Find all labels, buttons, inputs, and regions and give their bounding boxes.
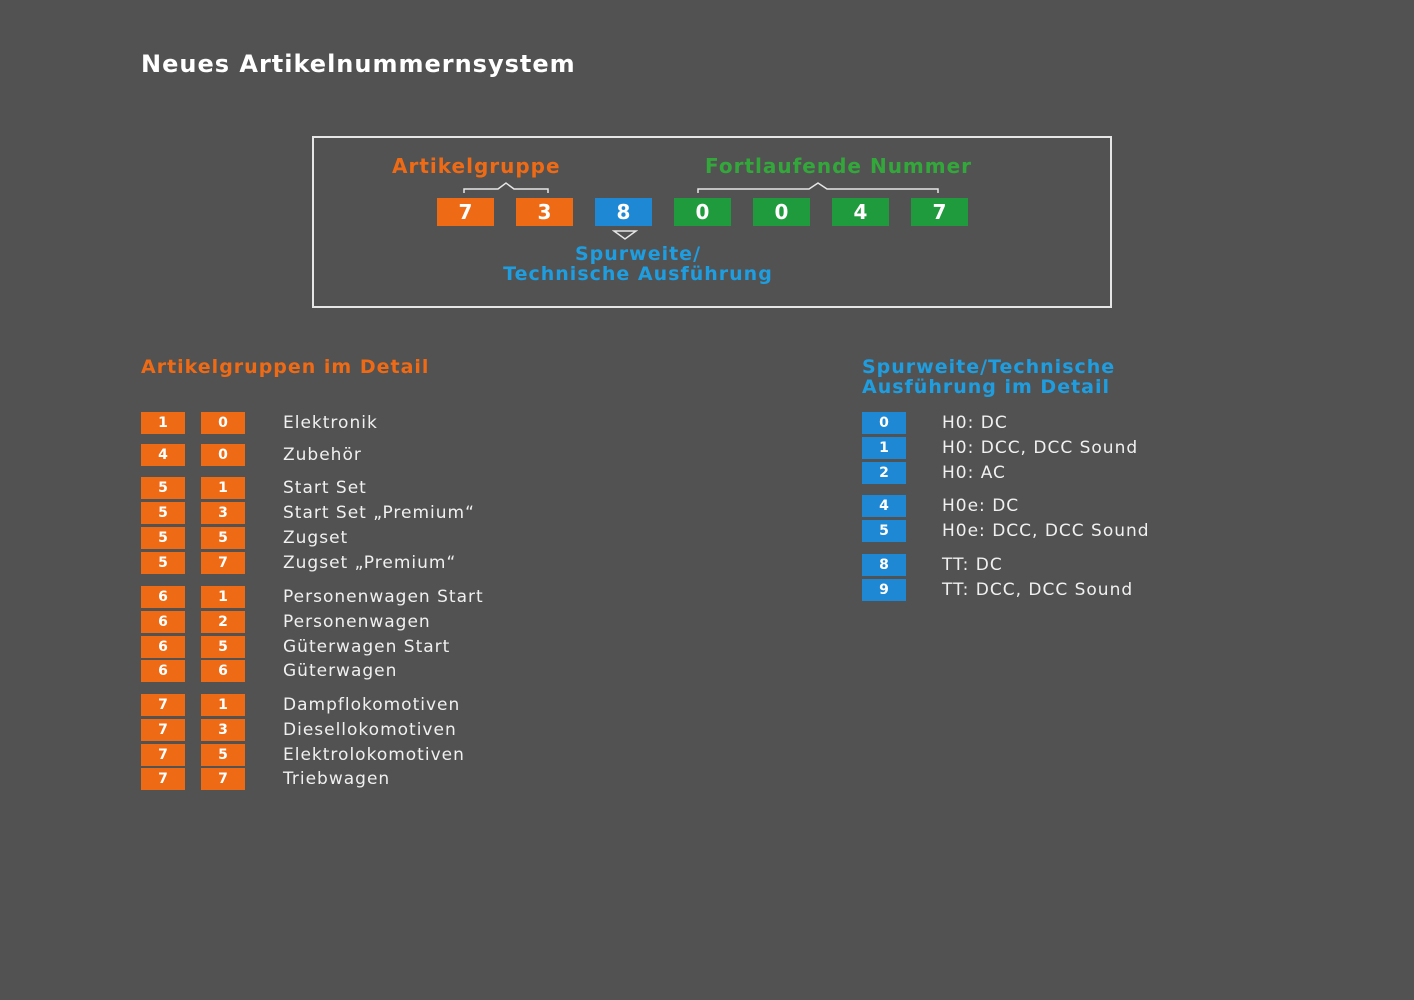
group-digit-2: 1 [201, 477, 245, 499]
group-label: Start Set [283, 478, 367, 498]
digit-box-sequence-1: 0 [674, 198, 731, 226]
group-label: Zugset [283, 528, 349, 548]
group-digit-1: 7 [141, 719, 185, 741]
group-digit-2: 2 [201, 611, 245, 633]
gauge-digit: 9 [862, 579, 906, 601]
group-row [141, 412, 641, 434]
gauge-digit: 8 [862, 554, 906, 576]
group-row [141, 660, 641, 682]
gauge-label: H0: DCC, DCC Sound [942, 438, 1139, 458]
article-number-diagram [312, 136, 1112, 308]
group-digit-1: 5 [141, 502, 185, 524]
gauge-row [862, 495, 1312, 517]
group-label: Triebwagen [283, 769, 391, 789]
group-label: Güterwagen Start [283, 637, 451, 657]
digit-box-sequence-3: 4 [832, 198, 889, 226]
group-digit-1: 4 [141, 444, 185, 466]
group-digit-1: 6 [141, 636, 185, 658]
group-digit-2: 5 [201, 527, 245, 549]
gauge-row [862, 579, 1312, 601]
group-row [141, 586, 641, 608]
group-digit-2: 5 [201, 744, 245, 766]
gauge-label: TT: DCC, DCC Sound [942, 580, 1134, 600]
group-digit-1: 7 [141, 694, 185, 716]
group-row [141, 719, 641, 741]
group-digit-1: 1 [141, 412, 185, 434]
gauge-label: H0: AC [942, 463, 1006, 483]
group-label: Start Set „Premium“ [283, 503, 475, 523]
gauge-label: H0e: DC [942, 496, 1020, 516]
group-row [141, 527, 641, 549]
group-digit-1: 6 [141, 660, 185, 682]
group-digit-2: 1 [201, 586, 245, 608]
group-label: Elektrolokomotiven [283, 745, 465, 765]
gauge-label: H0: DC [942, 413, 1008, 433]
group-digit-1: 5 [141, 552, 185, 574]
group-label: Personenwagen Start [283, 587, 484, 607]
digit-box-sequence-4: 7 [911, 198, 968, 226]
gauge-digit: 2 [862, 462, 906, 484]
sequence-bracket [696, 182, 940, 194]
group-digit-1: 6 [141, 611, 185, 633]
group-bracket [462, 182, 550, 194]
group-digit-2: 3 [201, 502, 245, 524]
group-digit-2: 7 [201, 552, 245, 574]
group-label: Diesellokomotiven [283, 720, 457, 740]
gauge-row [862, 462, 1312, 484]
digit-box-gauge: 8 [595, 198, 652, 226]
group-digit-2: 7 [201, 768, 245, 790]
group-row [141, 552, 641, 574]
group-digit-2: 1 [201, 694, 245, 716]
group-digit-1: 7 [141, 768, 185, 790]
gauge-digit: 1 [862, 437, 906, 459]
group-row [141, 502, 641, 524]
group-row [141, 694, 641, 716]
gauge-row [862, 412, 1312, 434]
group-label: Güterwagen [283, 661, 398, 681]
digit-box-group-1: 7 [437, 198, 494, 226]
gauge-row [862, 520, 1312, 542]
digit-box-sequence-2: 0 [753, 198, 810, 226]
gauge-digit: 5 [862, 520, 906, 542]
group-label: Dampflokomotiven [283, 695, 461, 715]
gauge-pointer-icon [612, 229, 638, 241]
group-digit-2: 6 [201, 660, 245, 682]
gauge-digit: 0 [862, 412, 906, 434]
gauges-heading: Spurweite/Technische Ausführung im Detail [862, 356, 1116, 398]
group-digit-2: 3 [201, 719, 245, 741]
group-row [141, 444, 641, 466]
group-digit-1: 6 [141, 586, 185, 608]
group-label: Personenwagen [283, 612, 431, 632]
label-sequence-number: Fortlaufende Nummer [705, 154, 973, 178]
page-title: Neues Artikelnummernsystem [141, 50, 576, 78]
gauge-label: TT: DC [942, 555, 1003, 575]
gauge-label: H0e: DCC, DCC Sound [942, 521, 1150, 541]
group-label: Elektronik [283, 413, 378, 433]
digit-box-group-2: 3 [516, 198, 573, 226]
group-row [141, 744, 641, 766]
group-label: Zubehör [283, 445, 362, 465]
group-label: Zugset „Premium“ [283, 553, 457, 573]
label-gauge: Spurweite/ Technische Ausführung [503, 243, 773, 285]
group-row [141, 768, 641, 790]
gauge-row [862, 437, 1312, 459]
group-row [141, 611, 641, 633]
group-digit-1: 7 [141, 744, 185, 766]
group-row [141, 636, 641, 658]
group-digit-2: 0 [201, 412, 245, 434]
gauge-digit: 4 [862, 495, 906, 517]
gauge-row [862, 554, 1312, 576]
group-row [141, 477, 641, 499]
groups-heading: Artikelgruppen im Detail [141, 356, 430, 378]
group-digit-1: 5 [141, 477, 185, 499]
group-digit-2: 5 [201, 636, 245, 658]
label-article-group: Artikelgruppe [392, 154, 561, 178]
group-digit-2: 0 [201, 444, 245, 466]
group-digit-1: 5 [141, 527, 185, 549]
